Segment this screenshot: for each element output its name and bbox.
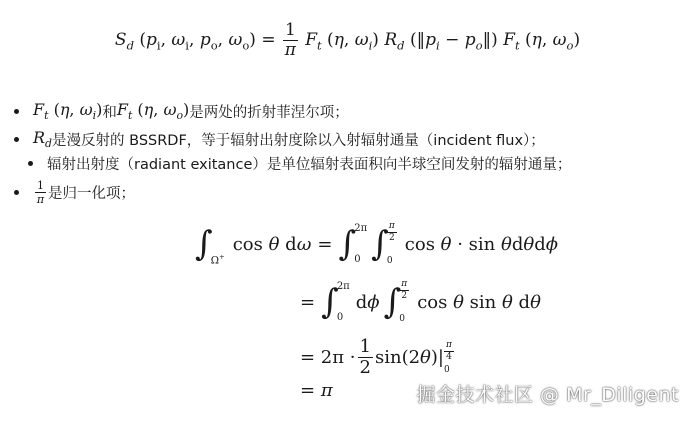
fraction-numerator: 1 [37,179,44,192]
row3-prefix: = 2π · [300,347,356,368]
list-item-radiant-exitance [28,153,571,174]
one-over-pi-fraction [283,22,298,59]
list-text: 是归一化项； [48,186,135,202]
list-text: 是漫反射的 BSSRDF，等于辐射出射度除以入射辐射通量（incident flux）； [52,132,545,149]
list-text: 辐射出射度（radiant exitance）是单位辐射表面积向半球空间发射的辐射通量； [47,157,572,173]
list-item-fresnel: $F_t$ (η, $\omega_i$) 和 $F_t$ (η, $\omega_o$) 是两处的折射菲涅尔项； [14,100,349,122]
site-watermark: 掘金技术社区 @ Mr_Diligent [416,384,679,406]
fraction-denominator: π [284,40,296,60]
list-item-rd: $R_d$ 是漫反射的 BSSRDF，等于辐射出射度除以入射辐射通量（incident flux）； [14,128,545,150]
bullet-dot [14,137,19,142]
list-text: 和 [102,104,117,121]
bullet-dot [28,161,33,166]
fraction-denominator: π [36,193,45,206]
bullet-dot [14,190,19,195]
fraction-numerator: 1 [284,20,296,40]
list-text: 是两处的折射菲涅尔项； [189,104,349,121]
bullet-dot [14,109,19,114]
list-item-normalization [14,180,135,205]
main-equation: $S_d$ ($p_i$, $\omega_i$, $p_o$, $\omega_o$) = $\frac{1}{\pi}$ $F_t$ (η, $\omega_i$) $R_d$ ($‖p_i$ − $p_o‖$) $F_t$ (η, $\omega_o$) [114,20,581,60]
